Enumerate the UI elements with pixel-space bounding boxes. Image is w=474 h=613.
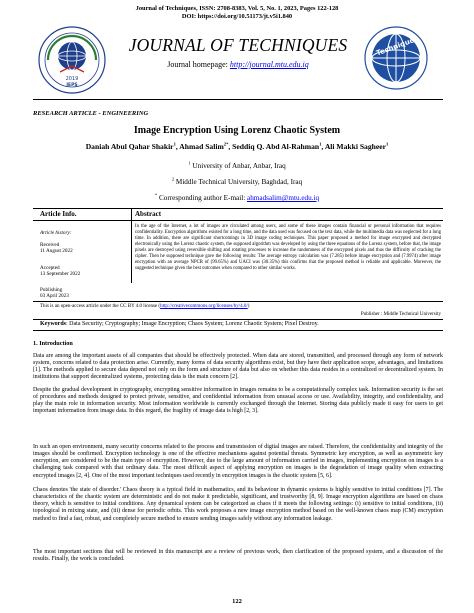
accepted-date <box>40 265 128 277</box>
homepage-link[interactable]: http://journal.mtu.edu.iq <box>229 60 309 69</box>
corresponding-author <box>0 194 474 203</box>
university-seal-icon <box>38 26 106 94</box>
keywords-line <box>40 321 441 329</box>
license-prefix: This is an open-access article under the CC BY 4.0 license ( <box>40 304 161 309</box>
article-type: RESEARCH ARTICLE - ENGINEERING <box>33 110 149 117</box>
author-separator: , <box>321 142 325 151</box>
corresponding-email-link[interactable]: ahmadsalim@mtu.edu.iq <box>247 194 320 202</box>
journal-citation-line: Journal of Techniques, ISSN: 2708-8383, Vol. 5, No. 1, 2023, Pages 122-128 <box>135 5 339 12</box>
doi-line: DOI: https://doi.org/10.51173/jt.v5i1.840 <box>181 13 293 20</box>
author-separator: , <box>175 142 180 151</box>
published-date <box>40 287 128 299</box>
received-label: Received <box>40 242 60 248</box>
info-column-divider <box>131 209 132 283</box>
corresponding-mark: * <box>154 192 158 198</box>
affiliation <box>0 178 474 187</box>
corresponding-prefix: Corresponding author E-mail: <box>158 194 248 202</box>
author-affiliation-mark: 1 <box>173 141 176 147</box>
publisher-line: Publisher : Middle Technical University <box>360 312 441 317</box>
journal-homepage <box>120 60 356 70</box>
body-paragraph: The most important sections that will be reviewed in this manuscript are a review of previous work, then clarification of the proposed system, and a discussion of the results. Finally, the work is concluded. <box>33 549 443 563</box>
accepted-label: Accepted <box>40 265 60 271</box>
article-title: Image Encryption Using Lorenz Chaotic System <box>133 125 341 136</box>
author: Ahmad Salim <box>179 142 224 151</box>
author-separator: , <box>228 142 233 151</box>
license-link[interactable]: http://creativecommons.org/licenses/by/4.0/ <box>160 304 248 309</box>
info-header-rule <box>33 220 443 221</box>
abstract-heading: Abstract <box>135 210 162 218</box>
journal-title: JOURNAL OF TECHNIQUES <box>128 35 348 55</box>
author: Seddiq Q. Abd Al-Rahman <box>232 142 320 151</box>
affiliation-text: University of Anbar, Anbar, Iraq <box>192 162 286 170</box>
author-affiliation-mark: 1 <box>319 141 322 147</box>
keywords-top-rule <box>33 319 443 320</box>
received-value: 11 August 2022 <box>40 248 73 255</box>
author: Ali Makki Sagheer <box>324 142 386 151</box>
license-top-rule <box>33 301 443 302</box>
page-number: 122 <box>232 598 242 605</box>
author-affiliation-mark: 1 <box>386 141 389 147</box>
affiliation <box>0 162 474 171</box>
body-paragraph: Data are among the important assets of all companies that should be effectively protected. When data are stored, transmitted, and processed through any form of network system, concerns related to data protection arise. Currently, many forms of data security algorithms exist, but they have their application scope, advantages, and limitations [1]. The methods applied to secure data depend not only on the form and structure of data but also on whether this data resides in a centralized or decentralized system. In institutions that support decentralized systems, protecting data is the main concern [2]. <box>33 353 443 381</box>
body-paragraph: Despite the gradual development in cryptography, encrypting sensitive information in images remains to be a computationally complex task. Information security is the set of procedures and methods designed to protect private, sensitive, and confidential information from unusual access or use. Availability, integrity, and confidentiality, and play the main role in information security. Most information worldwide is currently exchanged through the Internet. Storing data publicly made it easy for users to get important information from image data. In this regard, the fragility of image data is high [2, 3]. <box>33 387 443 415</box>
article-history-label: Article history: <box>40 230 72 236</box>
affiliation-mark: 2 <box>171 176 175 182</box>
masthead-rule <box>33 99 443 100</box>
affiliation-mark: 1 <box>188 160 191 166</box>
svg-text:Techniques: Techniques <box>375 34 420 58</box>
svg-text:IEPS: IEPS <box>66 83 78 88</box>
author-affiliation-mark: 2* <box>223 141 229 147</box>
license-notice <box>40 304 441 310</box>
published-label: Publishing <box>40 287 63 293</box>
article-info-heading: Article Info. <box>40 210 77 218</box>
homepage-prefix: Journal homepage: <box>167 60 230 69</box>
author: Daniah Abul Qahar Shakir <box>85 142 174 151</box>
body-paragraph: In such an open environment, many security concerns related to the process and transmission of digital images are raised. Therefore, the confidentiality and integrity of the images should be confirmed. Encryption technology is one of the effective mechanisms against potential threats. Symmetric key encryption, as well as asymmetric key encryption, are considered to be the main type of encryption. However, due to the large amount of information carried in images, implementing encryption on images is a challenging task compared with that ordinary data. The most difficult aspect of applying encryption on images is the degradation of image quality when extracting encrypted images [2, 4]. One of the most important techniques used recently in encryption images is the chaotic system [5, 6]. <box>33 444 443 479</box>
keywords-label: Keywords <box>40 321 66 327</box>
body-paragraph: Chaos denotes 'the state of disorder.' Chaos theory is a typical field in mathematics, and its behaviour in dynamic systems is highly sensitive to initial conditions [7]. The characteristics of the chaotic system are deterministic and do not make it predictable, significant, and trustworthy [8, 9]. Image encryption algorithms are based on chaos theory, which is sensitive to initial conditions. Any dynamical system can be categorized as chaos if it meets the following settings: (i) sensitive to initial conditions, (ii) topological in mixing state, and (iii) dense for periodic orbits. This work proposes a new image encryption method based on the well-known chaos map (CM) encryption method to find a fast, robust, and completely secure method to ensure sending images safely without any information leakage. <box>33 487 443 522</box>
journal-logo-icon <box>364 26 428 90</box>
published-value: 03 April 2023 <box>40 293 69 300</box>
svg-text:2019: 2019 <box>65 76 79 82</box>
received-date <box>40 242 128 254</box>
info-top-rule <box>33 208 443 209</box>
affiliation-text: Middle Technical University, Baghdad, Iraq <box>175 178 303 186</box>
info-bottom-rule <box>33 330 443 331</box>
section-heading-introduction: 1. Introduction <box>33 340 73 347</box>
license-suffix: ) <box>247 304 250 309</box>
keywords-text: : Data Security; Cryptography; Image Encryption; Chaos System; Lorenz Chaotic System; Pixel Destroy. <box>66 321 319 327</box>
abstract-text: In the age of the Internet, a lot of images are circulated among users, and some of these images contain financial or personal information that requires confidentiality. Encryption algorithms existed for a long time, and the data used was focused on the text data, while the multimedia data was neglected for a long time. In addition, there are significant shortcomings in 3D image coding techniques. This paper proposed a method for image encrypted and decrypted electronically using the Lorenz chaotic system, the supposed algorithm was developed by using the three equations of the Lorenz system, before that, the image pixels are destroyed using reversible shifting and rotating processes to increase the randomness of the encrypted pixels and thus the difficulty of cracking the cipher. Then he supposed technique gave the following results: The average entropy calculation was (7.285) before image encryption and (7.9974) after image encryption with an average NPCR of (99.65%) and UACI was (30.35%) this confirms that the proposed method is reliable and applicable. Moreover, the suggested technique given the best outcomes when compared to other similar works. <box>135 224 441 272</box>
author-list <box>0 142 474 152</box>
accepted-value: 13 September 2022 <box>40 271 81 278</box>
